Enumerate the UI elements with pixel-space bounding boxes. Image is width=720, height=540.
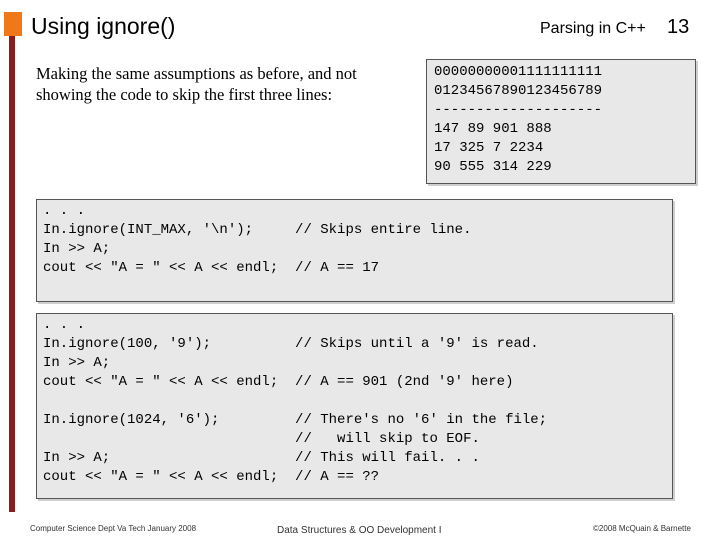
code-example-2 (36, 313, 673, 499)
accent-square (4, 12, 22, 36)
slide-topic: Parsing in C++ (540, 20, 646, 37)
code-example-1-text: . . . In.ignore(INT_MAX, '\n'); // Skips entire line. In >> A; cout << "A = " << A << endl; // A == 17 (43, 203, 472, 276)
code-example-2-text: . . . In.ignore(100, '9'); // Skips until a '9' is read. In >> A; cout << "A = " << A << endl; // A == 901 (2nd '9' here) In.ignore(1024, '6'); // There's no '6' in the file; // will skip to EOF. In >> A; // This will fail. . . cout << "A = " << A << endl; // A == ?? (43, 317, 548, 485)
slide-title: Using ignore() (31, 13, 176, 39)
footer-center: Data Structures & OO Development I (277, 525, 442, 536)
page-number: 13 (667, 16, 690, 38)
code-example-1 (36, 199, 673, 302)
footer-right: ©2008 McQuain & Barnette (593, 524, 691, 533)
footer-left: Computer Science Dept Va Tech January 2008 (30, 524, 197, 533)
input-file-contents: 00000000001111111111 01234567890123456789 -------------------- 147 89 901 888 17 325 7 2234 90 555 314 229 (434, 64, 603, 175)
input-file-box (426, 59, 696, 184)
intro-text: Making the same assumptions as before, and not showing the code to skip the first three lines: (36, 64, 357, 104)
left-accent-rule (9, 36, 15, 512)
